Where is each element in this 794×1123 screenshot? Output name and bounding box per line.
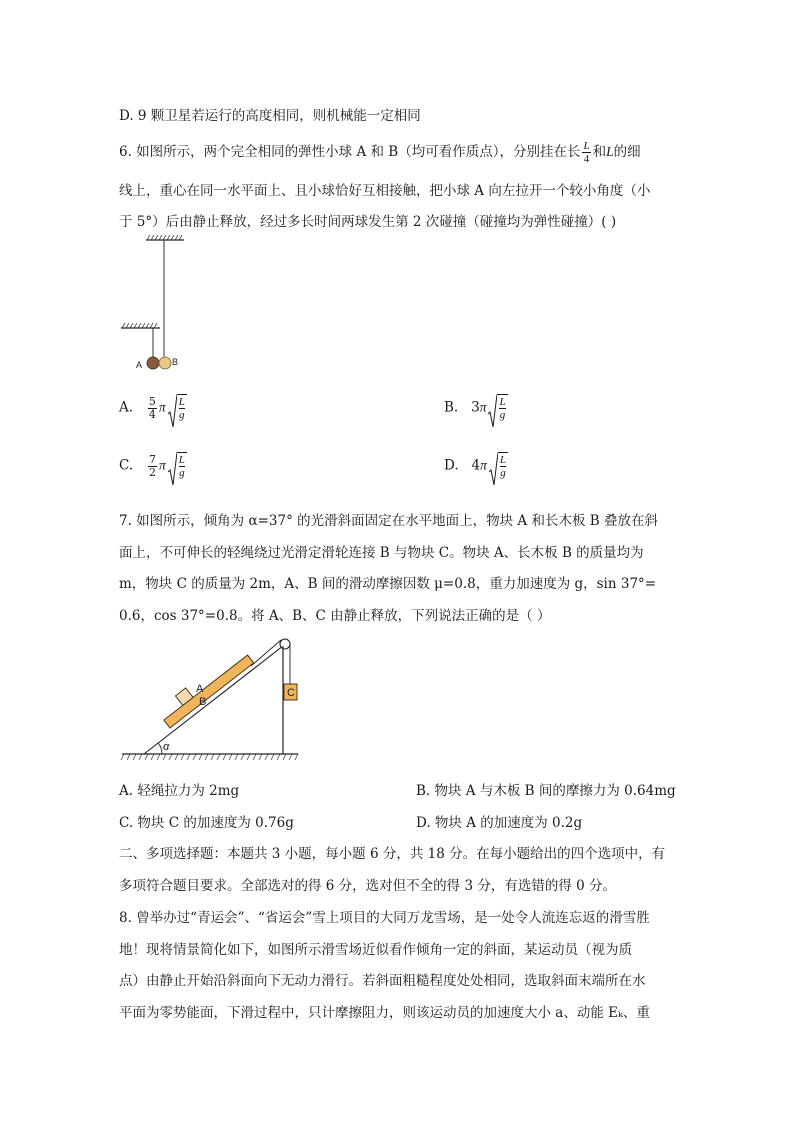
q6-fraction-l-over-4 <box>582 140 590 165</box>
pulley <box>280 639 290 649</box>
pi-symbol: π <box>159 457 166 473</box>
incline <box>144 646 283 754</box>
incline-figure <box>118 630 303 766</box>
board-b-label: B <box>199 696 207 708</box>
ball-a-label: A <box>136 360 143 370</box>
pi-symbol: π <box>158 399 166 415</box>
sqrt-l-over-g <box>489 452 508 480</box>
angle-alpha-label: α <box>163 741 170 753</box>
pi-symbol: π <box>479 399 487 415</box>
q7-option-c[interactable]: C. 物块 C 的加速度为 0.76g <box>119 815 294 831</box>
frac-den: 4 <box>583 153 590 165</box>
q6-stem-line2: 线上，重心在同一水平面上、且小球恰好互相接触，把小球 A 向左拉开一个较小角度（小 <box>119 183 651 199</box>
ball-a <box>147 357 159 369</box>
q6-option-b[interactable] <box>444 394 508 422</box>
coef-den: 4 <box>148 407 156 421</box>
rad-den: g <box>179 409 185 421</box>
coef-fraction <box>148 454 157 479</box>
q7-option-d[interactable]: D. 物块 A 的加速度为 0.2g <box>416 815 583 831</box>
sqrt-l-over-g <box>168 452 187 480</box>
q8-stem-line1: 8. 曾举办过“青运会”、“省运会”雪上项目的大同万龙雪场，是一处令人流连忘返的滑雪胜 <box>119 910 650 926</box>
q7-option-b[interactable]: B. 物块 A 与木板 B 间的摩擦力为 0.64mg <box>416 783 676 799</box>
coef-num: 7 <box>149 452 157 466</box>
q6-option-d[interactable] <box>444 452 508 480</box>
rad-den: g <box>500 467 506 479</box>
rad-den: g <box>499 409 506 421</box>
q6-option-c[interactable] <box>119 452 187 480</box>
q7-stem-line1: 7. 如图所示，倾角为 α=37° 的光滑斜面固定在水平地面上，物块 A 和长木板 B 叠放在斜 <box>119 513 658 529</box>
coef-fraction <box>148 396 157 421</box>
option-letter: D. <box>444 457 459 474</box>
q7-stem-line3: m，物块 C 的质量为 2m，A、B 间的滑动摩擦因数 μ=0.8，重力加速度为 g，sin 37°= <box>119 576 657 592</box>
rad-den: g <box>179 467 185 479</box>
q6-line1-var: L <box>606 144 614 159</box>
q8-stem-line2: 地！现将情景简化如下，如图所示滑雪场近似看作倾角一定的斜面，某运动员（视为质 <box>119 942 632 958</box>
coef: 3 <box>471 399 480 416</box>
rope-incline <box>251 640 281 666</box>
q6-line1-mid: 和 <box>592 144 607 160</box>
q5-option-d: D. 9 颗卫星若运行的高度相同，则机械能一定相同 <box>119 108 421 124</box>
sqrt-l-over-g <box>168 394 187 422</box>
q8-stem-line4: 平面为零势能面，下滑过程中，只计摩擦阻力，则该运动员的加速度大小 a、动能 Eₖ、重 <box>119 1005 650 1021</box>
q6-stem-line3: 于 5°）后由静止释放，经过多长时间两球发生第 2 次碰撞（碰撞均为弹性碰撞）( ) <box>119 214 617 230</box>
option-letter: A. <box>119 399 134 416</box>
ball-b-label: B <box>172 357 179 367</box>
coef-den: 2 <box>149 465 157 479</box>
rad-num: L <box>499 454 506 466</box>
q7-stem-line4: 0.6，cos 37°=0.8。将 A、B、C 由静止释放，下列说法正确的是（ ） <box>119 608 551 624</box>
q7-stem-line2: 面上，不可伸长的轻绳绕过光滑定滑轮连接 B 与物块 C。物块 A、长木板 B 的质量均为 <box>119 545 644 561</box>
coef: 4 <box>471 457 481 474</box>
option-letter: C. <box>119 457 134 474</box>
q6-stem-line1 <box>119 140 641 165</box>
block-c-label: C <box>287 687 295 699</box>
q6-line1-pre: 6. 如图所示，两个完全相同的弹性小球 A 和 B（均可看作质点），分别挂在长 <box>119 144 581 160</box>
rad-num: L <box>499 396 506 408</box>
option-letter: B. <box>444 399 459 416</box>
coef-num: 5 <box>148 394 156 408</box>
section2-line2: 多项符合题目要求。全部选对的得 6 分，选对但不全的得 3 分，有选错的得 0 分。 <box>119 878 617 894</box>
block-a-label: A <box>196 683 204 695</box>
board-b <box>164 655 254 728</box>
pi-symbol: π <box>480 457 487 473</box>
q6-line1-post: 的细 <box>613 144 641 160</box>
rad-num: L <box>178 396 185 408</box>
q7-option-a[interactable]: A. 轻绳拉力为 2mg <box>119 783 240 799</box>
frac-num: L <box>583 140 590 152</box>
sqrt-l-over-g <box>488 394 507 422</box>
q8-stem-line3: 点）由静止开始沿斜面向下无动力滑行。若斜面粗糙程度处处相同，选取斜面末端所在水 <box>119 973 646 989</box>
rad-num: L <box>178 454 185 466</box>
pendulum-figure <box>120 232 200 377</box>
ball-b <box>159 357 171 369</box>
section2-line1: 二、多项选择题：本题共 3 小题，每小题 6 分，共 18 分。在每小题给出的四个选项中，有 <box>119 846 666 862</box>
q6-option-a[interactable] <box>119 394 187 422</box>
